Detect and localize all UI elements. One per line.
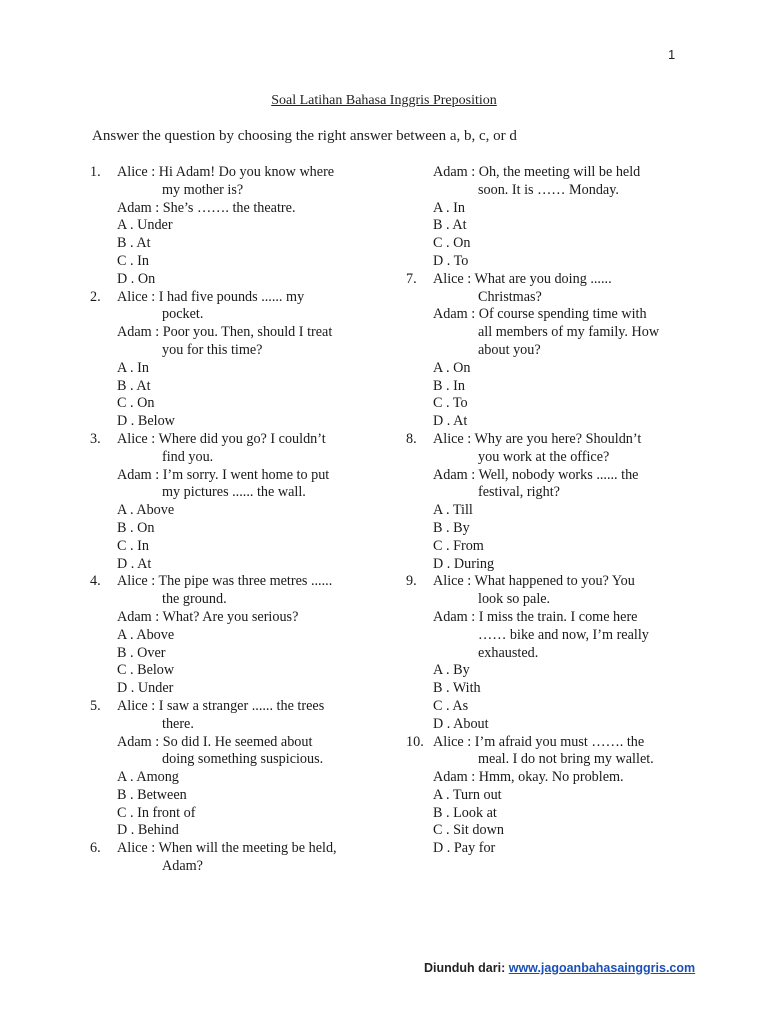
line-text: B . Over — [117, 644, 166, 661]
answer-option — [406, 217, 676, 235]
dialogue-line — [90, 591, 380, 609]
line-text: Adam : I miss the train. I come here — [433, 608, 638, 625]
line-text: C . To — [433, 395, 468, 412]
dialogue-line — [406, 324, 676, 342]
line-text: find you. — [162, 448, 214, 465]
line-text: Alice : Where did you go? I couldn’t — [117, 430, 326, 447]
line-text: you for this time? — [162, 341, 263, 358]
answer-option — [90, 787, 380, 805]
question-line — [90, 840, 380, 858]
question-number: 9. — [406, 573, 417, 590]
dialogue-line — [406, 591, 676, 609]
dialogue-line — [90, 484, 380, 502]
line-text: D . Under — [117, 680, 174, 697]
answer-option — [90, 769, 380, 787]
answer-option — [406, 698, 676, 716]
dialogue-line — [406, 164, 676, 182]
line-text: Alice : I’m afraid you must ……. the — [433, 733, 645, 750]
line-text: D . During — [433, 555, 495, 572]
line-text: Alice : What are you doing ...... — [433, 270, 612, 287]
line-text: Alice : I saw a stranger ...... the trees — [117, 697, 325, 714]
answer-option — [90, 378, 380, 396]
line-text: C . As — [433, 697, 469, 714]
line-text: all members of my family. How — [478, 324, 660, 341]
answer-option — [90, 538, 380, 556]
line-text: Adam : Oh, the meeting will be held — [433, 164, 641, 180]
line-text: Adam? — [162, 858, 203, 875]
answer-option — [406, 716, 676, 734]
line-text: Alice : Why are you here? Shouldn’t — [433, 430, 642, 447]
question-number: 2. — [90, 288, 101, 305]
line-text: D . About — [433, 715, 489, 732]
line-text: B . With — [433, 680, 481, 697]
line-text: A . Turn out — [433, 786, 502, 803]
question-line — [406, 734, 676, 752]
question-number: 10. — [406, 733, 424, 750]
line-text: B . By — [433, 519, 470, 536]
footer-label: Diunduh dari: — [424, 961, 506, 975]
question-line — [90, 431, 380, 449]
footer — [424, 961, 695, 975]
answer-option — [90, 645, 380, 663]
line-text: A . By — [433, 662, 470, 679]
line-text: D . Behind — [117, 822, 179, 839]
dialogue-line — [90, 467, 380, 485]
line-text: C . From — [433, 537, 484, 554]
dialogue-line — [90, 858, 380, 876]
answer-option — [406, 378, 676, 396]
left-column — [90, 164, 380, 876]
dialogue-line — [406, 289, 676, 307]
line-text: Adam : Hmm, okay. No problem. — [433, 769, 624, 786]
answer-option — [406, 235, 676, 253]
line-text: C . On — [117, 395, 155, 412]
answer-option — [90, 235, 380, 253]
line-text: Alice : What happened to you? You — [433, 573, 635, 590]
line-text: A . On — [433, 359, 471, 376]
question-line — [406, 573, 676, 591]
line-text: D . At — [433, 413, 468, 430]
dialogue-line — [90, 751, 380, 769]
answer-option — [406, 253, 676, 271]
line-text: look so pale. — [478, 591, 551, 608]
dialogue-line — [406, 182, 676, 200]
line-text: you work at the office? — [478, 448, 610, 465]
line-text: exhausted. — [478, 644, 539, 661]
question-line — [406, 431, 676, 449]
question-line — [406, 271, 676, 289]
dialogue-line — [90, 716, 380, 734]
dialogue-line — [90, 182, 380, 200]
answer-option — [90, 627, 380, 645]
dialogue-line — [406, 342, 676, 360]
dialogue-line — [90, 609, 380, 627]
line-text: Adam : Poor you. Then, should I treat — [117, 324, 333, 341]
answer-option — [406, 502, 676, 520]
page-number: 1 — [668, 47, 676, 62]
line-text: C . In front of — [117, 804, 196, 821]
line-text: C . Below — [117, 662, 175, 679]
line-text: Adam : She’s ……. the theatre. — [117, 199, 296, 216]
footer-link[interactable]: www.jagoanbahasainggris.com — [508, 961, 696, 975]
answer-option — [90, 395, 380, 413]
line-text: D . On — [117, 270, 156, 287]
question-number: 5. — [90, 697, 101, 714]
line-text: A . In — [117, 359, 149, 376]
line-text: D . Pay for — [433, 840, 496, 857]
question-number: 3. — [90, 430, 101, 447]
dialogue-line — [90, 449, 380, 467]
right-column — [406, 164, 676, 858]
question-number: 8. — [406, 430, 417, 447]
line-text: A . Till — [433, 502, 473, 519]
answer-option — [406, 538, 676, 556]
line-text: C . In — [117, 537, 149, 554]
line-text: C . In — [117, 252, 149, 269]
answer-option — [90, 662, 380, 680]
line-text: about you? — [478, 341, 541, 358]
line-text: my pictures ...... the wall. — [162, 484, 306, 501]
line-text: doing something suspicious. — [162, 751, 324, 768]
line-text: Christmas? — [478, 288, 542, 305]
question-number: 7. — [406, 270, 417, 287]
dialogue-line — [406, 751, 676, 769]
question-line — [90, 698, 380, 716]
answer-option — [406, 395, 676, 413]
line-text: pocket. — [162, 306, 204, 323]
answer-option — [90, 413, 380, 431]
line-text: Alice : I had five pounds ...... my — [117, 288, 305, 305]
line-text: A . Among — [117, 769, 179, 786]
answer-option — [406, 822, 676, 840]
dialogue-line — [90, 200, 380, 218]
page-title: Soal Latihan Bahasa Inggris Preposition — [271, 93, 497, 108]
answer-option — [406, 787, 676, 805]
dialogue-line — [90, 342, 380, 360]
dialogue-line — [406, 306, 676, 324]
question-line — [90, 289, 380, 307]
dialogue-line — [90, 324, 380, 342]
answer-option — [406, 556, 676, 574]
answer-option — [406, 680, 676, 698]
answer-option — [90, 520, 380, 538]
answer-option — [90, 253, 380, 271]
line-text: Adam : Well, nobody works ...... the — [433, 466, 639, 483]
line-text: festival, right? — [478, 484, 560, 501]
answer-option — [406, 662, 676, 680]
line-text: C . Sit down — [433, 822, 504, 839]
line-text: B . On — [117, 519, 155, 536]
answer-option — [90, 805, 380, 823]
line-text: B . At — [117, 377, 151, 394]
line-text: …… bike and now, I’m really — [478, 626, 649, 643]
line-text: meal. I do not bring my wallet. — [478, 751, 654, 768]
line-text: Alice : When will the meeting be held, — [117, 840, 337, 857]
line-text: B . At — [433, 217, 467, 234]
question-number: 1. — [90, 164, 101, 180]
dialogue-line — [406, 484, 676, 502]
line-text: soon. It is …… Monday. — [478, 181, 619, 198]
answer-option — [406, 840, 676, 858]
answer-option — [90, 360, 380, 378]
line-text: Alice : Hi Adam! Do you know where — [117, 164, 335, 180]
line-text: Adam : I’m sorry. I went home to put — [117, 466, 330, 483]
answer-option — [90, 502, 380, 520]
answer-option — [406, 413, 676, 431]
line-text: A . Under — [117, 217, 173, 234]
line-text: Alice : The pipe was three metres ...... — [117, 573, 333, 590]
dialogue-line — [406, 449, 676, 467]
line-text: C . On — [433, 235, 471, 252]
line-text: B . Between — [117, 786, 187, 803]
answer-option — [90, 680, 380, 698]
answer-option — [406, 200, 676, 218]
answer-option — [406, 805, 676, 823]
line-text: D . At — [117, 555, 152, 572]
line-text: A . Above — [117, 626, 175, 643]
answer-option — [90, 822, 380, 840]
line-text: there. — [162, 715, 194, 732]
answer-option — [406, 360, 676, 378]
line-text: my mother is? — [162, 181, 244, 198]
line-text: B . At — [117, 235, 151, 252]
line-text: B . In — [433, 377, 465, 394]
dialogue-line — [90, 734, 380, 752]
line-text: D . To — [433, 252, 469, 269]
dialogue-line — [406, 645, 676, 663]
line-text: B . Look at — [433, 804, 497, 821]
dialogue-line — [406, 627, 676, 645]
question-line — [90, 164, 380, 182]
instruction-text: Answer the question by choosing the right answer between a, b, c, or d — [92, 128, 517, 144]
answer-option — [406, 520, 676, 538]
answer-option — [90, 217, 380, 235]
dialogue-line — [90, 306, 380, 324]
answer-option — [90, 556, 380, 574]
line-text: Adam : Of course spending time with — [433, 306, 647, 323]
question-line — [90, 573, 380, 591]
line-text: Adam : What? Are you serious? — [117, 608, 299, 625]
line-text: A . Above — [117, 502, 175, 519]
line-text: the ground. — [162, 591, 227, 608]
dialogue-line — [406, 467, 676, 485]
line-text: D . Below — [117, 413, 175, 430]
question-number: 6. — [90, 840, 101, 857]
answer-option — [90, 271, 380, 289]
line-text: Adam : So did I. He seemed about — [117, 733, 313, 750]
dialogue-line — [406, 769, 676, 787]
line-text: A . In — [433, 199, 465, 216]
dialogue-line — [406, 609, 676, 627]
question-number: 4. — [90, 573, 101, 590]
